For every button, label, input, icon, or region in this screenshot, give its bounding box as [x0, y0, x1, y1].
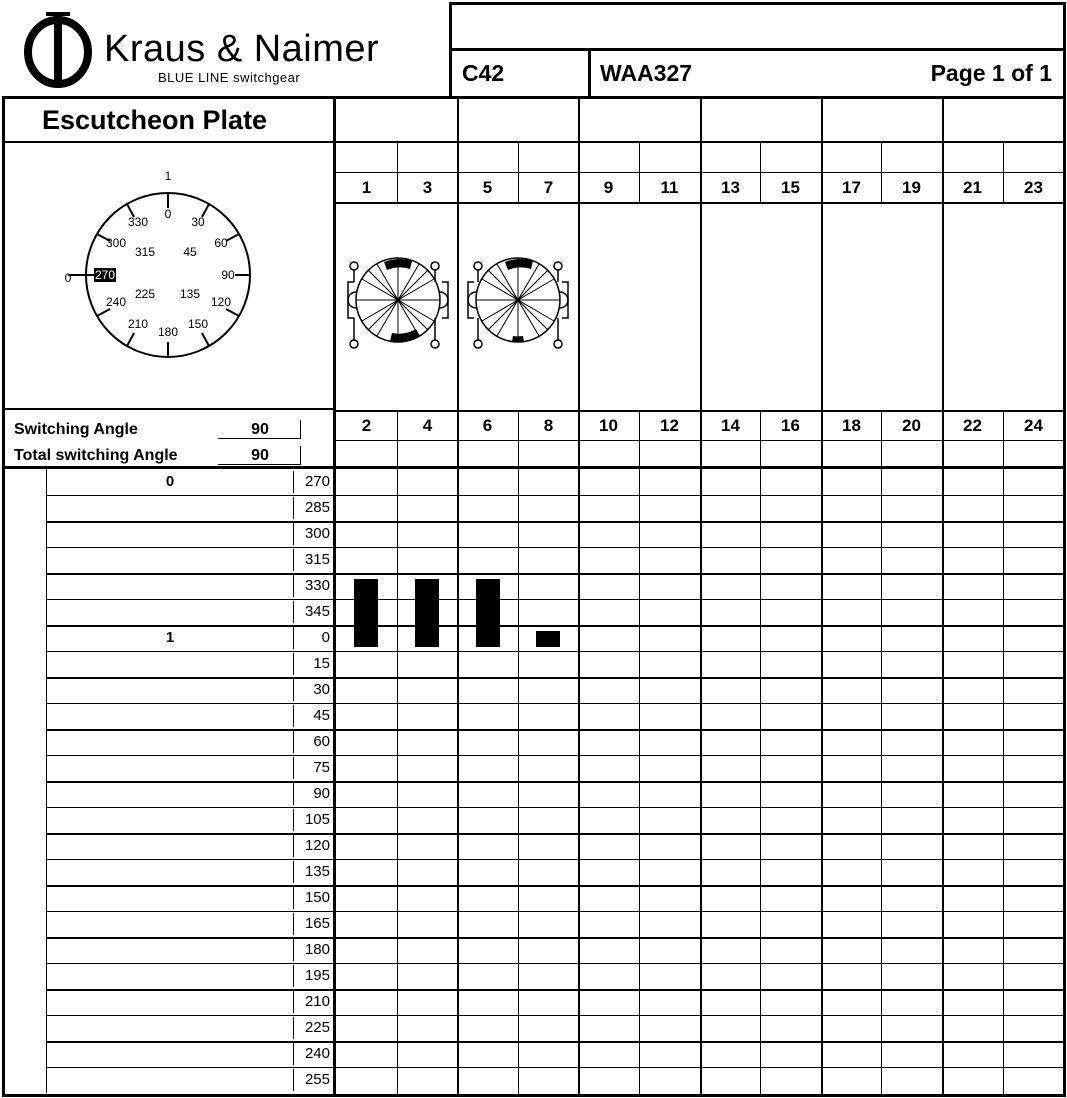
row-line [336, 202, 1066, 204]
position-row-line [46, 885, 1066, 887]
contact-diagram-icon [340, 250, 580, 360]
total-switching-angle-value: 90 [251, 447, 269, 464]
position-angle: 150 [304, 889, 330, 906]
position-row-line [46, 625, 1066, 627]
terminal-number-bottom: 14 [721, 416, 740, 435]
position-row-line [46, 729, 1066, 731]
contact-closed-bar [354, 579, 378, 647]
terminal-number-top: 9 [603, 178, 614, 197]
position-row-line [46, 911, 1066, 912]
contact-closed-bar [415, 579, 439, 647]
position-row-line [46, 521, 47, 547]
position-row-line [46, 495, 47, 521]
position-label: 1 [165, 629, 175, 646]
brand-tagline: BLUE LINE switchgear [158, 70, 301, 85]
position-row-line [46, 859, 47, 885]
row-line [336, 410, 1066, 412]
position-row-line [46, 521, 1066, 523]
position-row-line [46, 989, 47, 1015]
terminal-number-top: 21 [963, 178, 982, 197]
position-row-line [46, 599, 1066, 600]
position-row-line [46, 1067, 1066, 1068]
dial-angle: 60 [214, 236, 228, 250]
value-box-line [218, 464, 300, 465]
terminal-number-top: 3 [422, 178, 433, 197]
position-angle: 180 [304, 941, 330, 958]
terminal-number-bottom: 10 [599, 416, 618, 435]
terminal-number-top: 7 [543, 178, 554, 197]
position-angle: 0 [321, 629, 330, 646]
position-angle: 15 [313, 655, 330, 672]
contact-closed-bar [536, 631, 560, 647]
dial-angle: 120 [210, 295, 232, 309]
dial-angle: 30 [191, 215, 205, 229]
position-row-line [46, 469, 47, 495]
dial-angle: 90 [221, 268, 235, 282]
page-indicator: Page 1 of 1 [930, 60, 1052, 86]
position-row-line [46, 755, 1066, 756]
frame-line [4, 408, 334, 410]
frame-line [2, 1094, 1066, 1097]
dial-angle: 300 [105, 236, 127, 250]
position-angle: 105 [304, 811, 330, 828]
position-row-line [46, 495, 1066, 496]
value-box-line [300, 446, 301, 465]
position-row-line [46, 963, 47, 989]
position-angle: 225 [304, 1019, 330, 1036]
position-angle: 345 [304, 603, 330, 620]
terminal-number-bottom: 22 [963, 416, 982, 435]
position-row-line [46, 1015, 47, 1041]
dial-angle: 135 [179, 287, 201, 301]
dial-angle: 180 [157, 325, 179, 339]
position-angle: 90 [313, 785, 330, 802]
position-row-line [46, 755, 47, 781]
terminal-number-top: 19 [902, 178, 921, 197]
dial-angle: 225 [134, 287, 156, 301]
terminal-number-bottom: 12 [660, 416, 679, 435]
position-row-line [46, 937, 1066, 939]
dial-angle: 240 [105, 295, 127, 309]
terminal-number-bottom: 2 [361, 416, 372, 435]
position-angle: 60 [313, 733, 330, 750]
position-angle: 240 [304, 1045, 330, 1062]
position-row-line [46, 963, 1066, 964]
position-row-line [46, 573, 47, 599]
position-angle: 45 [313, 707, 330, 724]
value-box-line [218, 438, 300, 439]
position-row-line [46, 703, 1066, 704]
terminal-number-top: 17 [842, 178, 861, 197]
position-row-line [46, 859, 1066, 860]
position-angle: 270 [304, 473, 330, 490]
position-row-line [46, 833, 47, 859]
column-line [578, 99, 580, 1097]
terminal-number-top: 23 [1024, 178, 1043, 197]
position-row-line [46, 625, 47, 651]
frame-line [2, 96, 5, 1097]
position-angle: 75 [313, 759, 330, 776]
position-row-line [46, 677, 1066, 679]
position-angle: 165 [304, 915, 330, 932]
contact-closed-bar [476, 579, 500, 647]
position-row-line [46, 937, 47, 963]
terminal-number-bottom: 8 [543, 416, 554, 435]
switching-angle-label: Switching Angle [14, 421, 138, 438]
terminal-number-bottom: 20 [902, 416, 921, 435]
position-angle: 210 [304, 993, 330, 1010]
terminal-number-top: 11 [660, 178, 679, 197]
value-box-line [300, 420, 301, 439]
type-code: C42 [462, 60, 505, 86]
position-row-line [46, 885, 47, 911]
dial-angle: 45 [183, 245, 197, 259]
position-row-line [46, 1041, 47, 1067]
frame-line [333, 96, 336, 1097]
column-line [821, 99, 823, 1097]
dial-angle-highlight: 270 [94, 268, 116, 282]
terminal-number-top: 1 [361, 178, 372, 197]
position-row-line [46, 651, 1066, 652]
position-row-line [46, 651, 47, 677]
kraus-naimer-logo-icon [22, 10, 98, 88]
frame-line [449, 48, 1066, 51]
dial-angle: 315 [134, 245, 156, 259]
position-angle: 195 [304, 967, 330, 984]
position-row-line [46, 599, 47, 625]
dial-position-1: 1 [164, 169, 172, 183]
position-row-line [46, 1041, 1066, 1043]
position-row-line [46, 729, 47, 755]
column-line [457, 99, 459, 1097]
frame-line [588, 48, 591, 98]
position-row-line [46, 677, 47, 703]
position-row-line [46, 807, 47, 833]
dial-angle: 150 [187, 317, 209, 331]
drawing-number: WAA327 [600, 60, 693, 86]
position-angle: 120 [304, 837, 330, 854]
frame-line [4, 466, 1066, 469]
position-row-line [46, 1067, 47, 1093]
dial-angle: 0 [164, 207, 172, 221]
position-row-line [46, 547, 1066, 548]
position-row-line [46, 547, 47, 573]
frame-line [1063, 2, 1066, 1097]
position-angle: 330 [304, 577, 330, 594]
position-row-line [46, 781, 47, 807]
position-row-line [46, 807, 1066, 808]
terminal-number-bottom: 6 [482, 416, 493, 435]
position-label: 0 [165, 473, 175, 490]
position-angle: 30 [313, 681, 330, 698]
dial-angle: 210 [127, 317, 149, 331]
section-title: Escutcheon Plate [42, 105, 268, 135]
position-row-line [46, 911, 47, 937]
terminal-number-bottom: 16 [781, 416, 800, 435]
dial-position-0: 0 [64, 271, 72, 285]
terminal-number-bottom: 4 [422, 416, 433, 435]
dial-angle: 330 [127, 215, 149, 229]
row-line [336, 440, 1066, 441]
terminal-number-bottom: 24 [1024, 416, 1043, 435]
position-angle: 285 [304, 499, 330, 516]
total-switching-angle-label: Total switching Angle [14, 447, 178, 464]
position-row-line [46, 573, 1066, 575]
column-line [700, 99, 702, 1097]
brand-name: Kraus & Naimer [104, 28, 380, 70]
frame-line [449, 2, 1066, 5]
row-line [336, 172, 1066, 173]
position-row-line [46, 1015, 1066, 1016]
position-angle: 255 [304, 1071, 330, 1088]
position-angle: 135 [304, 863, 330, 880]
terminal-number-bottom: 18 [842, 416, 861, 435]
position-row-line [46, 989, 1066, 991]
switching-angle-value: 90 [251, 421, 269, 438]
position-row-line [46, 703, 47, 729]
escutcheon-dial [48, 160, 298, 370]
position-angle: 315 [304, 551, 330, 568]
column-line [942, 99, 944, 1097]
terminal-number-top: 13 [721, 178, 740, 197]
position-row-line [46, 833, 1066, 835]
frame-line [4, 141, 1066, 143]
position-angle: 300 [304, 525, 330, 542]
position-row-line [46, 781, 1066, 783]
terminal-number-top: 5 [482, 178, 493, 197]
frame-line [2, 96, 1066, 99]
terminal-number-top: 15 [781, 178, 800, 197]
